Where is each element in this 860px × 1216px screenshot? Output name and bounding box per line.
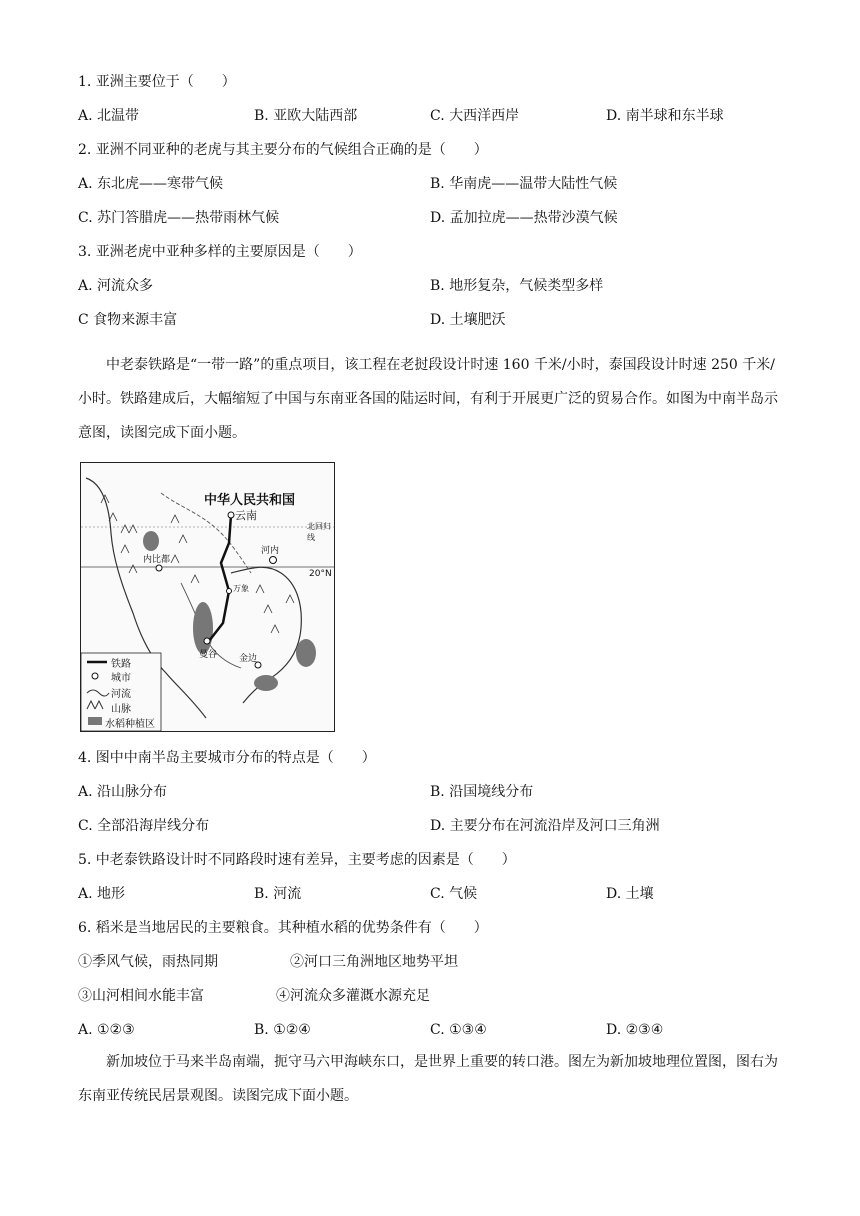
q1-option-a[interactable]: A. 北温带 <box>78 108 140 124</box>
q4-option-a[interactable]: A. 沿山脉分布 <box>78 784 168 800</box>
q3-option-b[interactable]: B. 地形复杂，气候类型多样 <box>430 278 604 294</box>
map-city-yunnan: 云南 <box>235 509 257 522</box>
q5-option-d[interactable]: D. 土壤 <box>606 886 654 902</box>
map-city-vientiane: 万象 <box>233 584 249 593</box>
map-city-bangkok: 曼谷 <box>199 650 218 660</box>
legend-rice-area: 水稻种植区 <box>105 719 155 730</box>
map-city-hanoi: 河内 <box>261 546 280 556</box>
q5-option-c[interactable]: C. 气候 <box>430 886 478 902</box>
passage-railway: 中老泰铁路是“一带一路”的重点项目，该工程在老挝段设计时速 160 千米/小时，泰国段设计时速 250 千米/小时。铁路建成后，大幅缩短了中国与东南亚各国的陆运时间，有利于开展更广泛的贸易合作。如图为中南半岛示意图，读图完成下面小题。 <box>78 357 778 441</box>
q6-option-c[interactable]: C. ①③④ <box>430 1022 487 1038</box>
q3-option-c[interactable]: C 食物来源丰富 <box>78 312 178 328</box>
q2-option-b[interactable]: B. 华南虎——温带大陆性气候 <box>430 176 618 192</box>
q6-statement-2: ②河口三角洲地区地势平坦 <box>290 954 458 970</box>
q1-option-d[interactable]: D. 南半球和东半球 <box>606 108 724 124</box>
map-latitude-label: 20°N <box>309 569 332 579</box>
map-city-phnompenh: 金边 <box>239 654 258 664</box>
legend-mountain: 山脉 <box>111 704 131 715</box>
q1-option-c[interactable]: C. 大西洋西岸 <box>430 108 520 124</box>
q6-statement-1: ①季风气候，雨热同期 <box>78 954 218 970</box>
q1-option-b[interactable]: B. 亚欧大陆西部 <box>254 108 358 124</box>
q6-option-d[interactable]: D. ②③④ <box>606 1022 664 1038</box>
q4-option-d[interactable]: D. 主要分布在河流沿岸及河口三角洲 <box>430 818 660 834</box>
q5-option-a[interactable]: A. 地形 <box>78 886 126 902</box>
q2-option-a[interactable]: A. 东北虎——寒带气候 <box>78 176 224 192</box>
q4-option-c[interactable]: C. 全部沿海岸线分布 <box>78 818 210 834</box>
q6-statement-3: ③山河相间水能丰富 <box>78 988 204 1004</box>
map-city-naypyidaw: 内比都 <box>143 555 171 565</box>
q1-stem: 1. 亚洲主要位于（ ） <box>78 74 236 90</box>
q3-stem: 3. 亚洲老虎中亚种多样的主要原因是（ ） <box>78 244 362 260</box>
q2-option-c[interactable]: C. 苏门答腊虎——热带雨林气候 <box>78 210 280 226</box>
map-country-label: 中华人民共和国 <box>204 493 296 508</box>
legend-river: 河流 <box>111 689 131 700</box>
q2-stem: 2. 亚洲不同亚种的老虎与其主要分布的气候组合正确的是（ ） <box>78 142 488 158</box>
indochina-map <box>80 462 335 732</box>
legend-railway: 铁路 <box>111 659 131 670</box>
q3-option-a[interactable]: A. 河流众多 <box>78 278 154 294</box>
q2-option-d[interactable]: D. 孟加拉虎——热带沙漠气候 <box>430 210 618 226</box>
q4-stem: 4. 图中中南半岛主要城市分布的特点是（ ） <box>78 750 376 766</box>
map-tropic-label: 北回归线 <box>307 522 331 542</box>
q6-stem: 6. 稻米是当地居民的主要粮食。其种植水稻的优势条件有（ ） <box>78 920 488 936</box>
q3-option-d[interactable]: D. 土壤肥沃 <box>430 312 506 328</box>
q5-stem: 5. 中老泰铁路设计时不同路段时速有差异，主要考虑的因素是（ ） <box>78 852 516 868</box>
q5-option-b[interactable]: B. 河流 <box>254 886 302 902</box>
passage-singapore: 新加坡位于马来半岛南端，扼守马六甲海峡东口，是世界上重要的转口港。图左为新加坡地理位置图，图右为东南亚传统民居景观图。读图完成下面小题。 <box>78 1054 778 1104</box>
legend-city: 城市 <box>111 673 131 684</box>
q6-statement-4: ④河流众多灌溉水源充足 <box>276 988 430 1004</box>
q6-option-b[interactable]: B. ①②④ <box>254 1022 311 1038</box>
q6-option-a[interactable]: A. ①②③ <box>78 1022 135 1038</box>
q4-option-b[interactable]: B. 沿国境线分布 <box>430 784 534 800</box>
